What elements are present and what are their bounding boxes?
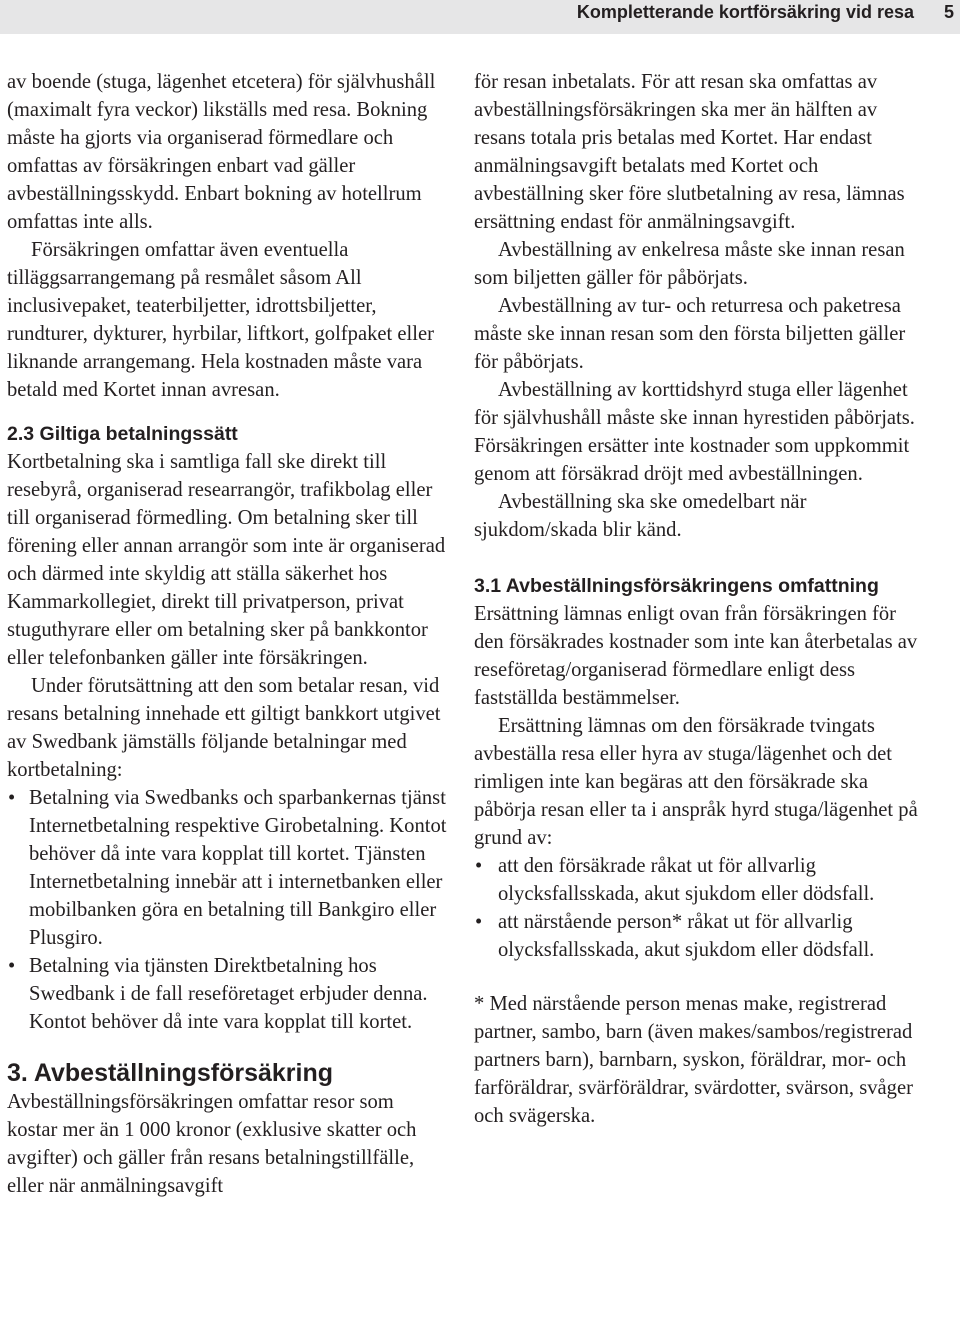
section-heading-2-3: 2.3 Giltiga betalningssätt — [7, 423, 238, 445]
list-item: • att den försäkrade råkat ut för allvarlig olycksfallsskada, akut sjukdom eller dödsfall. — [474, 852, 918, 908]
footnote: * Med närstående person menas make, registrerad partner, sambo, barn (även makes/sambos/registrerad partners barn), barnbarn, syskon, föräldrar, mor- och farföräldrar, svärföräldrar, svärdotter, svärson, svåger och svägerska. — [474, 993, 913, 1127]
bullet-list — [7, 784, 447, 1036]
paragraph: Ersättning lämnas enligt ovan från försäkringen för den försäkrades kostnader som inte kan återbetalas av reseföretag/organiserad förmedlare enligt dess fastställda bestämmelser. — [474, 603, 918, 709]
paragraph: Avbeställning av korttidshyrd stuga eller lägenhet för självhushåll måste ske innan hyrestiden påbörjats. Försäkringen ersätter inte kostnader som uppkommit genom att försäkrad dröjt med avbeställningen. — [474, 379, 915, 485]
bullet-icon: • — [8, 787, 16, 809]
paragraph: Kortbetalning ska i samtliga fall ske direkt till resebyrå, organiserad researrangör, trafikbolag eller till organiserad förmedling. Om betalning sker till förening eller annan arrangör som inte är organiserad och därmed inte skyldig att ställa säkerhet hos Kammarkollegiet, direkt till privatperson, privat stuguthyrare eller om betalning sker på bankkontor eller telefonbanken gäller inte försäkringen. — [7, 451, 446, 669]
list-item: • att närstående person* råkat ut för allvarlig olycksfallsskada, akut sjukdom eller dödsfall. — [474, 908, 918, 964]
paragraph: Avbeställningsförsäkringen omfattar resor som kostar mer än 1 000 kronor (exklusive skatter och avgifter) och gäller från resans betalningstillfälle, eller när anmälningsavgift — [7, 1091, 417, 1197]
section-heading-3-1: 3.1 Avbeställningsförsäkringens omfattning — [474, 575, 879, 597]
bullet-icon: • — [8, 955, 16, 977]
page-number: 5 — [943, 2, 954, 22]
paragraph: av boende (stuga, lägenhet etcetera) för självhushåll (maximalt fyra veckor) likställs med resa. Bokning måste ha gjorts via organiserad förmedlare och omfattas av försäkringen enbart vad gäller avbeställningsskydd. Enbart bokning av hotellrum omfattas inte alls. — [7, 71, 436, 233]
right-column — [474, 68, 918, 1130]
section-heading-3: 3. Avbeställningsförsäkring — [7, 1059, 334, 1087]
paragraph: för resan inbetalats. För att resan ska omfattas av avbeställningsförsäkringen ska mer än hälften av resans totala pris betalas med Kortet. Har endast anmälningsavgift betalats med Kortet och avbeställning sker före slutbetalning av resa, lämnas ersättning endast för anmälningsavgift. — [474, 71, 905, 233]
paragraph: Försäkringen omfattar även eventuella tilläggsarrangemang på resmålet såsom All inclusivepaket, teaterbiljetter, idrottsbiljetter, rundturer, dykturer, hyrbilar, liftkort, golfpaket eller liknande arrangemang. Hela kostnaden måste vara betald med Kortet innan avresan. — [7, 239, 434, 401]
page-header — [0, 0, 960, 34]
bullet-list — [474, 852, 918, 964]
left-column — [7, 68, 447, 1200]
list-item: • Betalning via Swedbanks och sparbankernas tjänst Internetbetalning respektive Girobetalning. Kontot behöver då inte vara kopplat till kortet. Tjänsten Internetbetalning innebär att i internetbanken eller mobilbanken göra en betalning till Bankgiro eller Plusgiro. — [7, 784, 447, 952]
paragraph: Avbeställning av enkelresa måste ske innan resan som biljetten gäller för påbörjats. — [474, 239, 905, 289]
bullet-icon: • — [475, 855, 483, 877]
paragraph: Under förutsättning att den som betalar resan, vid resans betalning innehade ett giltigt bankkort utgivet av Swedbank jämställs följande betalningar med kortbetalning: — [7, 675, 441, 781]
list-item: • Betalning via tjänsten Direktbetalning hos Swedbank i de fall reseföretaget erbjuder denna. Kontot behöver då inte vara kopplat till kortet. — [7, 952, 447, 1036]
running-title: Kompletterande kortförsäkring vid resa — [576, 2, 914, 22]
paragraph: Avbeställning av tur- och returresa och paketresa måste ske innan resan som den första biljetten gäller för påbörjats. — [474, 295, 906, 373]
bullet-icon: • — [475, 911, 483, 933]
paragraph: Avbeställning ska ske omedelbart när sjukdom/skada blir känd. — [474, 491, 807, 541]
paragraph: Ersättning lämnas om den försäkrade tvingats avbeställa resa eller hyra av stuga/lägenhet och det rimligen inte kan begäras att den försäkrade ska påbörja resan eller ta i anspråk hyrd stuga/lägenhet på grund av: — [474, 715, 918, 849]
